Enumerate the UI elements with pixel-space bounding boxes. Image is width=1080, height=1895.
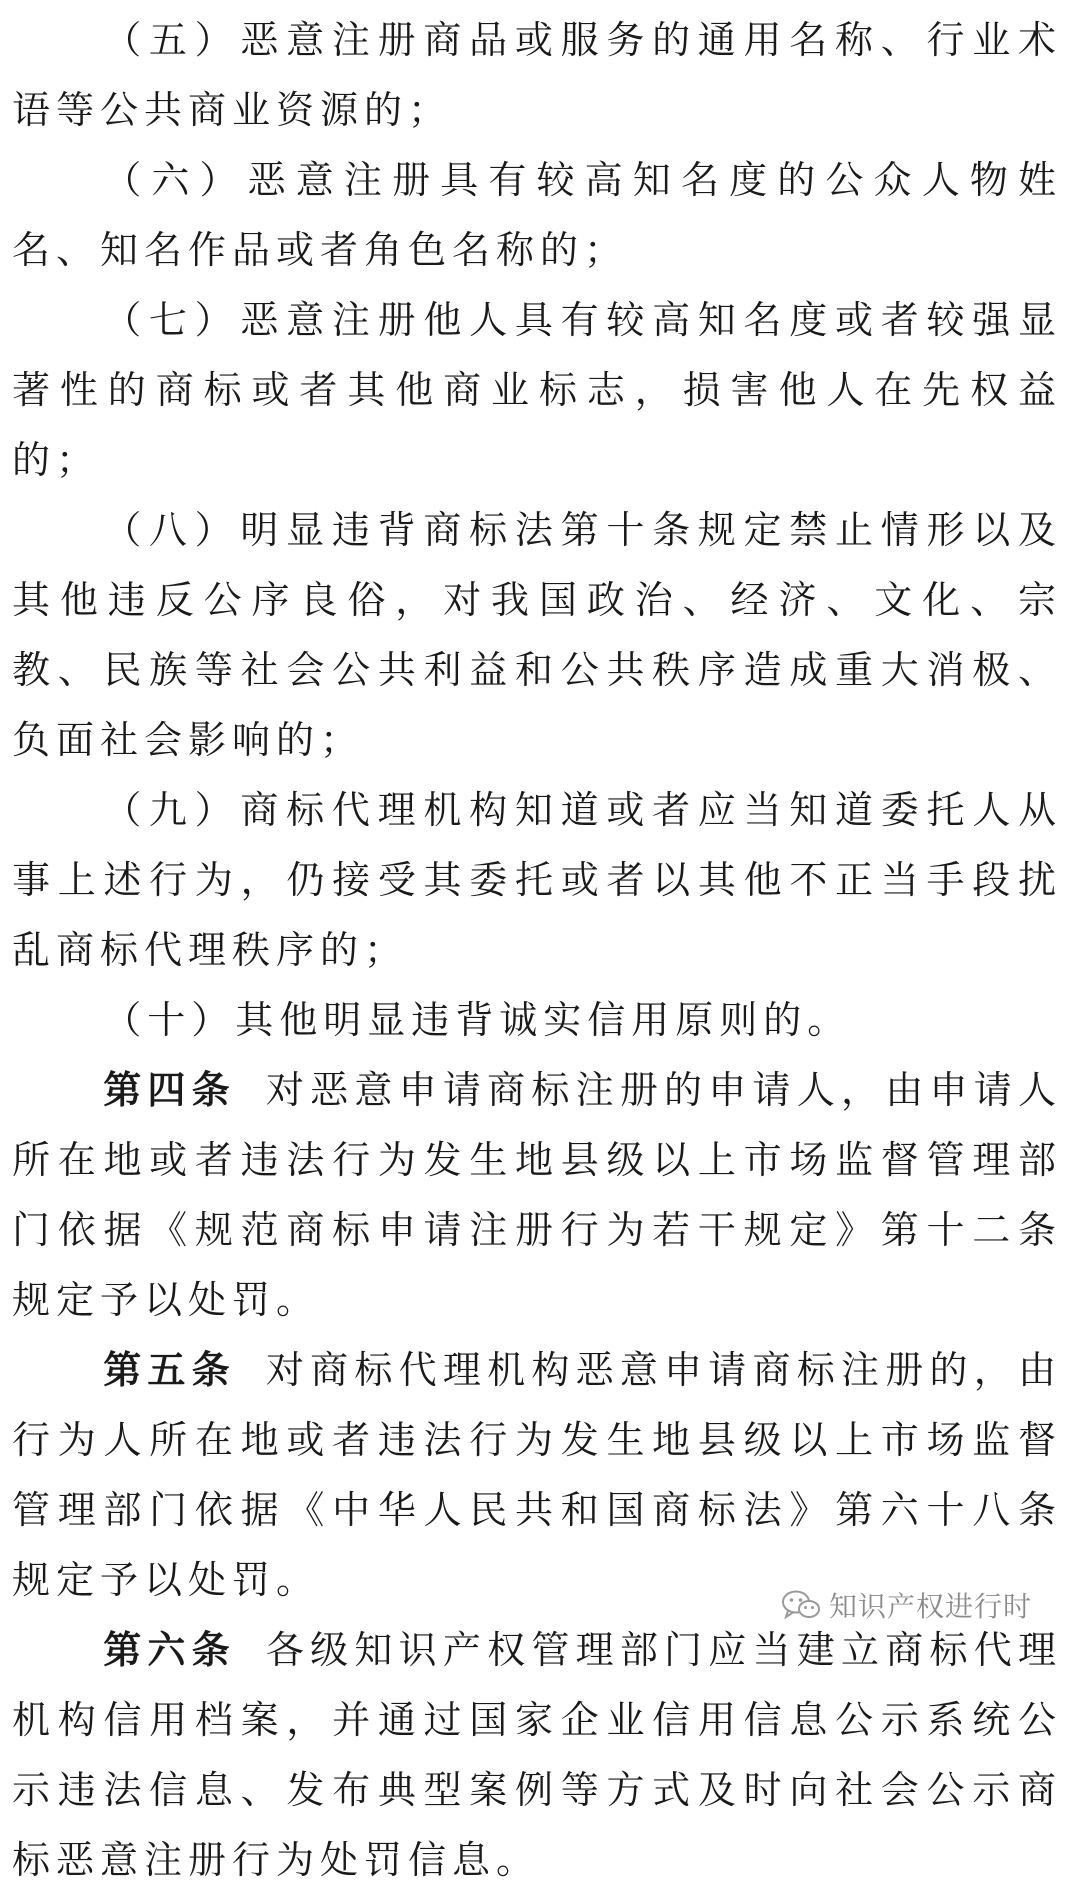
article-6: [12, 1615, 1062, 1895]
clause-10: （十）其他明显违背诚实信用原则的。: [103, 998, 852, 1042]
article-6-text: 各级知识产权管理部门应当建立商标代理机构信用档案，并通过国家企业信用信息公示系统公示违法信息、发布典型案例等方式及时向社会公示商标恶意注册行为处罚信息。: [12, 1628, 1062, 1882]
wechat-icon: [781, 1589, 821, 1621]
clause-8: （八）明显违背商标法第十条规定禁止情形以及其他违反公序良俗，对我国政治、经济、文化、宗教、民族等社会公共利益和公共秩序造成重大消极、负面社会影响的；: [12, 508, 1062, 762]
article-6-heading: 第六条: [103, 1627, 236, 1672]
article-4: [12, 1055, 1062, 1335]
watermark: [781, 1585, 1032, 1625]
article-5: [12, 1335, 1062, 1615]
clause-6: （六）恶意注册具有较高知名度的公众人物姓名、知名作品或者角色名称的；: [12, 158, 1062, 272]
article-5-text: 对商标代理机构恶意申请商标注册的，由行为人所在地或者违法行为发生地县级以上市场监督管理部门依据《中华人民共和国商标法》第六十八条规定予以处罚。: [12, 1348, 1062, 1602]
watermark-text: 知识产权进行时: [828, 1590, 1032, 1623]
article-4-heading: 第四条: [103, 1067, 236, 1112]
article-4-text: 对恶意申请商标注册的申请人，由申请人所在地或者违法行为发生地县级以上市场监督管理部门依据《规范商标申请注册行为若干规定》第十二条规定予以处罚。: [12, 1068, 1062, 1322]
clause-9: （九）商标代理机构知道或者应当知道委托人从事上述行为，仍接受其委托或者以其他不正当手段扰乱商标代理秩序的；: [12, 788, 1062, 972]
clause-5: （五）恶意注册商品或服务的通用名称、行业术语等公共商业资源的；: [12, 18, 1062, 132]
article-5-heading: 第五条: [103, 1347, 236, 1392]
clause-7: （七）恶意注册他人具有较高知名度或者较强显著性的商标或者其他商业标志，损害他人在先权益的；: [12, 298, 1062, 482]
